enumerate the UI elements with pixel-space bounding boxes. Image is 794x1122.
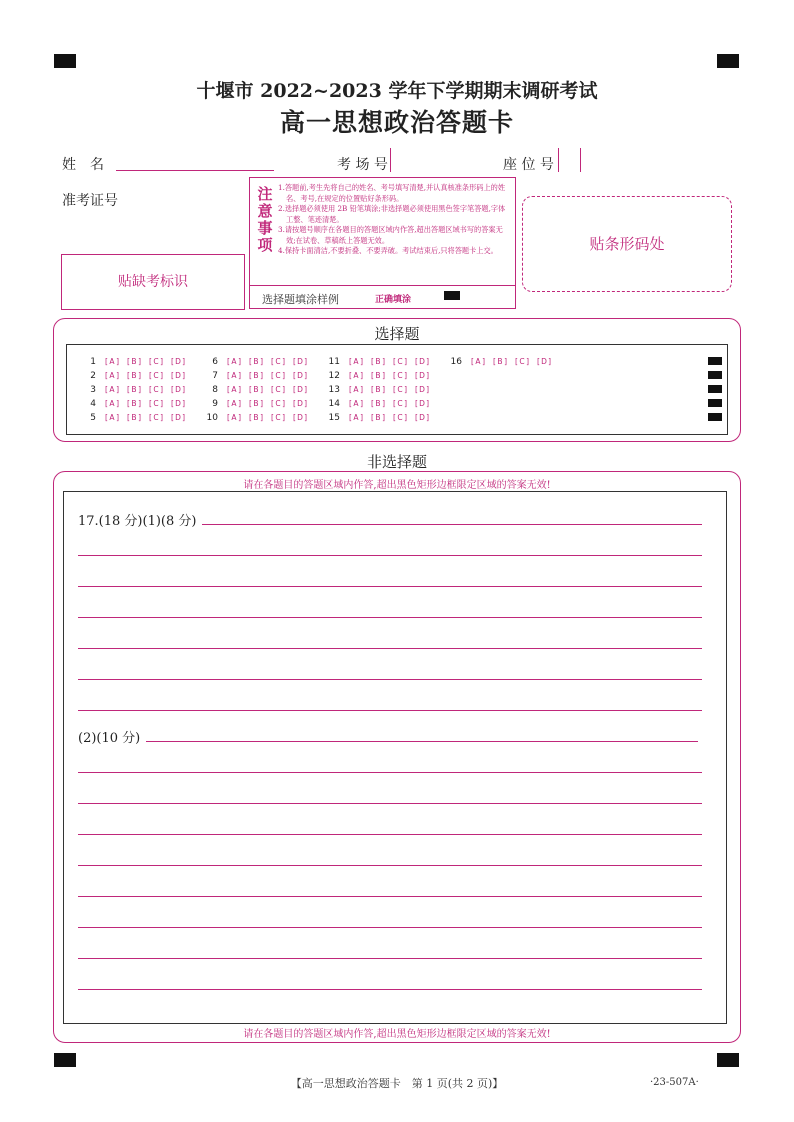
option-c-bubble[interactable]: [ C ] bbox=[150, 413, 162, 422]
question-number: 3 bbox=[90, 385, 96, 395]
option-a-bubble[interactable]: [ A ] bbox=[350, 371, 362, 380]
notice-title bbox=[254, 186, 276, 254]
option-c-bubble[interactable]: [ C ] bbox=[272, 399, 284, 408]
choice-section-title: 选择题 bbox=[374, 325, 420, 343]
timing-mark bbox=[708, 371, 722, 379]
barcode-label: 贴条形码处 bbox=[589, 235, 665, 253]
exam-room-field[interactable] bbox=[390, 148, 391, 172]
option-b-bubble[interactable]: [ B ] bbox=[128, 371, 140, 380]
question-number: 16 bbox=[450, 357, 462, 367]
fill-sample-block bbox=[444, 291, 460, 300]
answer-line[interactable] bbox=[78, 958, 702, 959]
answer-line[interactable] bbox=[78, 617, 702, 618]
option-a-bubble[interactable]: [ A ] bbox=[106, 413, 118, 422]
option-d-bubble[interactable]: [ D ] bbox=[294, 357, 306, 366]
notice-item: 2.选择题必须使用 2B 铅笔填涂;非选择题必须使用黑色签字笔答题,字体工整、笔迹清楚。 bbox=[278, 204, 506, 224]
option-b-bubble[interactable]: [ B ] bbox=[128, 385, 140, 394]
option-c-bubble[interactable]: [ C ] bbox=[516, 357, 528, 366]
option-d-bubble[interactable]: [ D ] bbox=[294, 399, 306, 408]
corner-mark-bottom-left bbox=[54, 1053, 76, 1067]
question-number: 6 bbox=[212, 357, 218, 367]
barcode-area bbox=[522, 196, 732, 292]
answer-line[interactable] bbox=[78, 927, 702, 928]
option-b-bubble[interactable]: [ B ] bbox=[250, 385, 262, 394]
question-number: 9 bbox=[212, 399, 218, 409]
notice-title-char: 意 bbox=[257, 202, 273, 220]
exam-title: 十堰市 2022~2023 学年下学期期末调研考试 bbox=[196, 80, 598, 102]
option-d-bubble[interactable]: [ D ] bbox=[416, 399, 428, 408]
option-b-bubble[interactable]: [ B ] bbox=[372, 385, 384, 394]
corner-mark-top-left bbox=[54, 54, 76, 68]
option-c-bubble[interactable]: [ C ] bbox=[272, 357, 284, 366]
question-17-part1-label: 17.(18 分)(1)(8 分) bbox=[78, 514, 197, 529]
option-a-bubble[interactable]: [ A ] bbox=[350, 399, 362, 408]
option-d-bubble[interactable]: [ D ] bbox=[416, 413, 428, 422]
option-c-bubble[interactable]: [ C ] bbox=[394, 371, 406, 380]
option-b-bubble[interactable]: [ B ] bbox=[250, 399, 262, 408]
notice-item: 4.保持卡面清洁,不要折叠、不要弄破。考试结束后,只将答题卡上交。 bbox=[278, 246, 498, 255]
option-c-bubble[interactable]: [ C ] bbox=[150, 385, 162, 394]
option-c-bubble[interactable]: [ C ] bbox=[150, 371, 162, 380]
answer-line[interactable] bbox=[78, 989, 702, 990]
corner-mark-bottom-right bbox=[717, 1053, 739, 1067]
card-title: 高一思想政治答题卡 bbox=[279, 108, 514, 137]
option-a-bubble[interactable]: [ A ] bbox=[228, 413, 240, 422]
option-a-bubble[interactable]: [ A ] bbox=[228, 371, 240, 380]
timing-mark bbox=[708, 357, 722, 365]
seat-field-end bbox=[580, 148, 581, 172]
question-number: 11 bbox=[328, 357, 340, 367]
question-17-part2-label: (2)(10 分) bbox=[78, 731, 141, 746]
exam-room-label: 考 场 号 bbox=[337, 157, 388, 173]
question-number: 5 bbox=[90, 413, 96, 423]
option-a-bubble[interactable]: [ A ] bbox=[228, 357, 240, 366]
notice-title-char: 项 bbox=[257, 236, 273, 254]
answer-line[interactable] bbox=[78, 772, 702, 773]
option-d-bubble[interactable]: [ D ] bbox=[172, 357, 184, 366]
option-b-bubble[interactable]: [ B ] bbox=[128, 357, 140, 366]
question-number: 8 bbox=[212, 385, 218, 395]
option-a-bubble[interactable]: [ A ] bbox=[228, 399, 240, 408]
question-number: 10 bbox=[206, 413, 218, 423]
option-b-bubble[interactable]: [ B ] bbox=[250, 413, 262, 422]
answer-line[interactable] bbox=[78, 679, 702, 680]
option-b-bubble[interactable]: [ B ] bbox=[372, 357, 384, 366]
notice-items bbox=[278, 183, 510, 257]
option-b-bubble[interactable]: [ B ] bbox=[128, 413, 140, 422]
absent-sticker-box bbox=[61, 254, 245, 310]
option-c-bubble[interactable]: [ C ] bbox=[150, 357, 162, 366]
answer-line[interactable] bbox=[78, 834, 702, 835]
name-field[interactable] bbox=[116, 170, 274, 171]
question-number: 1 bbox=[90, 357, 96, 367]
notice-item: 1.答题前,考生先将自己的姓名、考号填写清楚,并认真核准条形码上的姓名、考号,在规定的位置贴好条形码。 bbox=[278, 183, 506, 203]
option-a-bubble[interactable]: [ A ] bbox=[472, 357, 484, 366]
option-c-bubble[interactable]: [ C ] bbox=[272, 385, 284, 394]
option-c-bubble[interactable]: [ C ] bbox=[394, 399, 406, 408]
option-a-bubble[interactable]: [ A ] bbox=[106, 385, 118, 394]
question-number: 2 bbox=[90, 371, 96, 381]
option-d-bubble[interactable]: [ D ] bbox=[294, 385, 306, 394]
option-a-bubble[interactable]: [ A ] bbox=[350, 413, 362, 422]
option-b-bubble[interactable]: [ B ] bbox=[372, 399, 384, 408]
option-b-bubble[interactable]: [ B ] bbox=[494, 357, 506, 366]
option-d-bubble[interactable]: [ D ] bbox=[538, 357, 550, 366]
option-b-bubble[interactable]: [ B ] bbox=[128, 399, 140, 408]
answer-line[interactable] bbox=[78, 896, 702, 897]
answer-area-warning-bottom: 请在各题目的答题区域内作答,超出黑色矩形边框限定区域的答案无效! bbox=[243, 1029, 551, 1040]
option-d-bubble[interactable]: [ D ] bbox=[416, 357, 428, 366]
question-number: 12 bbox=[328, 371, 340, 381]
seat-label: 座 位 号 bbox=[503, 157, 554, 173]
notice-item: 3.请按题号顺序在各题目的答题区域内作答,超出答题区域书写的答案无效;在试卷、草稿纸上答题无效。 bbox=[278, 225, 503, 245]
notice-title-char: 注 bbox=[257, 185, 273, 203]
option-c-bubble[interactable]: [ C ] bbox=[272, 371, 284, 380]
answer-line[interactable] bbox=[78, 648, 702, 649]
option-d-bubble[interactable]: [ D ] bbox=[172, 371, 184, 380]
option-c-bubble[interactable]: [ C ] bbox=[150, 399, 162, 408]
absent-sticker-label: 贴缺考标识 bbox=[118, 274, 188, 290]
fill-sample-correct-label: 正确填涂 bbox=[375, 295, 412, 305]
seat-field[interactable] bbox=[558, 148, 559, 172]
name-label: 姓 名 bbox=[62, 157, 104, 173]
option-d-bubble[interactable]: [ D ] bbox=[416, 385, 428, 394]
page-footer: 【高一思想政治答题卡 第 1 页(共 2 页)】 bbox=[290, 1077, 504, 1090]
answer-line[interactable] bbox=[78, 803, 702, 804]
timing-mark bbox=[708, 399, 722, 407]
option-d-bubble[interactable]: [ D ] bbox=[172, 399, 184, 408]
answer-line[interactable] bbox=[78, 710, 702, 711]
option-a-bubble[interactable]: [ A ] bbox=[106, 371, 118, 380]
option-b-bubble[interactable]: [ B ] bbox=[372, 371, 384, 380]
option-a-bubble[interactable]: [ A ] bbox=[350, 385, 362, 394]
paper-code: ·23-507A· bbox=[650, 1077, 699, 1088]
option-a-bubble[interactable]: [ A ] bbox=[350, 357, 362, 366]
option-c-bubble[interactable]: [ C ] bbox=[394, 413, 406, 422]
option-d-bubble[interactable]: [ D ] bbox=[172, 385, 184, 394]
option-a-bubble[interactable]: [ A ] bbox=[106, 399, 118, 408]
option-b-bubble[interactable]: [ B ] bbox=[250, 371, 262, 380]
option-d-bubble[interactable]: [ D ] bbox=[416, 371, 428, 380]
option-b-bubble[interactable]: [ B ] bbox=[372, 413, 384, 422]
question-number: 13 bbox=[328, 385, 340, 395]
notice-title-char: 事 bbox=[257, 219, 273, 237]
option-d-bubble[interactable]: [ D ] bbox=[294, 413, 306, 422]
option-c-bubble[interactable]: [ C ] bbox=[394, 385, 406, 394]
ticket-number-label: 准考证号 bbox=[62, 193, 118, 209]
option-d-bubble[interactable]: [ D ] bbox=[294, 371, 306, 380]
option-c-bubble[interactable]: [ C ] bbox=[394, 357, 406, 366]
fill-sample-label: 选择题填涂样例 bbox=[262, 293, 339, 306]
question-number: 7 bbox=[212, 371, 218, 381]
notice-box bbox=[249, 177, 516, 309]
option-b-bubble[interactable]: [ B ] bbox=[250, 357, 262, 366]
question-number: 15 bbox=[328, 413, 340, 423]
notice-divider bbox=[250, 285, 515, 286]
answer-line[interactable] bbox=[146, 741, 698, 742]
answer-line[interactable] bbox=[78, 586, 702, 587]
option-a-bubble[interactable]: [ A ] bbox=[106, 357, 118, 366]
question-number: 14 bbox=[328, 399, 340, 409]
option-c-bubble[interactable]: [ C ] bbox=[272, 413, 284, 422]
answer-line[interactable] bbox=[78, 555, 702, 556]
nonchoice-section-title: 非选择题 bbox=[366, 453, 427, 471]
timing-mark bbox=[708, 413, 722, 421]
timing-mark bbox=[708, 385, 722, 393]
question-number: 4 bbox=[90, 399, 96, 409]
option-d-bubble[interactable]: [ D ] bbox=[172, 413, 184, 422]
answer-area-warning-top: 请在各题目的答题区域内作答,超出黑色矩形边框限定区域的答案无效! bbox=[243, 480, 551, 491]
answer-line[interactable] bbox=[202, 524, 702, 525]
option-a-bubble[interactable]: [ A ] bbox=[228, 385, 240, 394]
answer-area[interactable] bbox=[63, 491, 727, 1024]
answer-line[interactable] bbox=[78, 865, 702, 866]
corner-mark-top-right bbox=[717, 54, 739, 68]
